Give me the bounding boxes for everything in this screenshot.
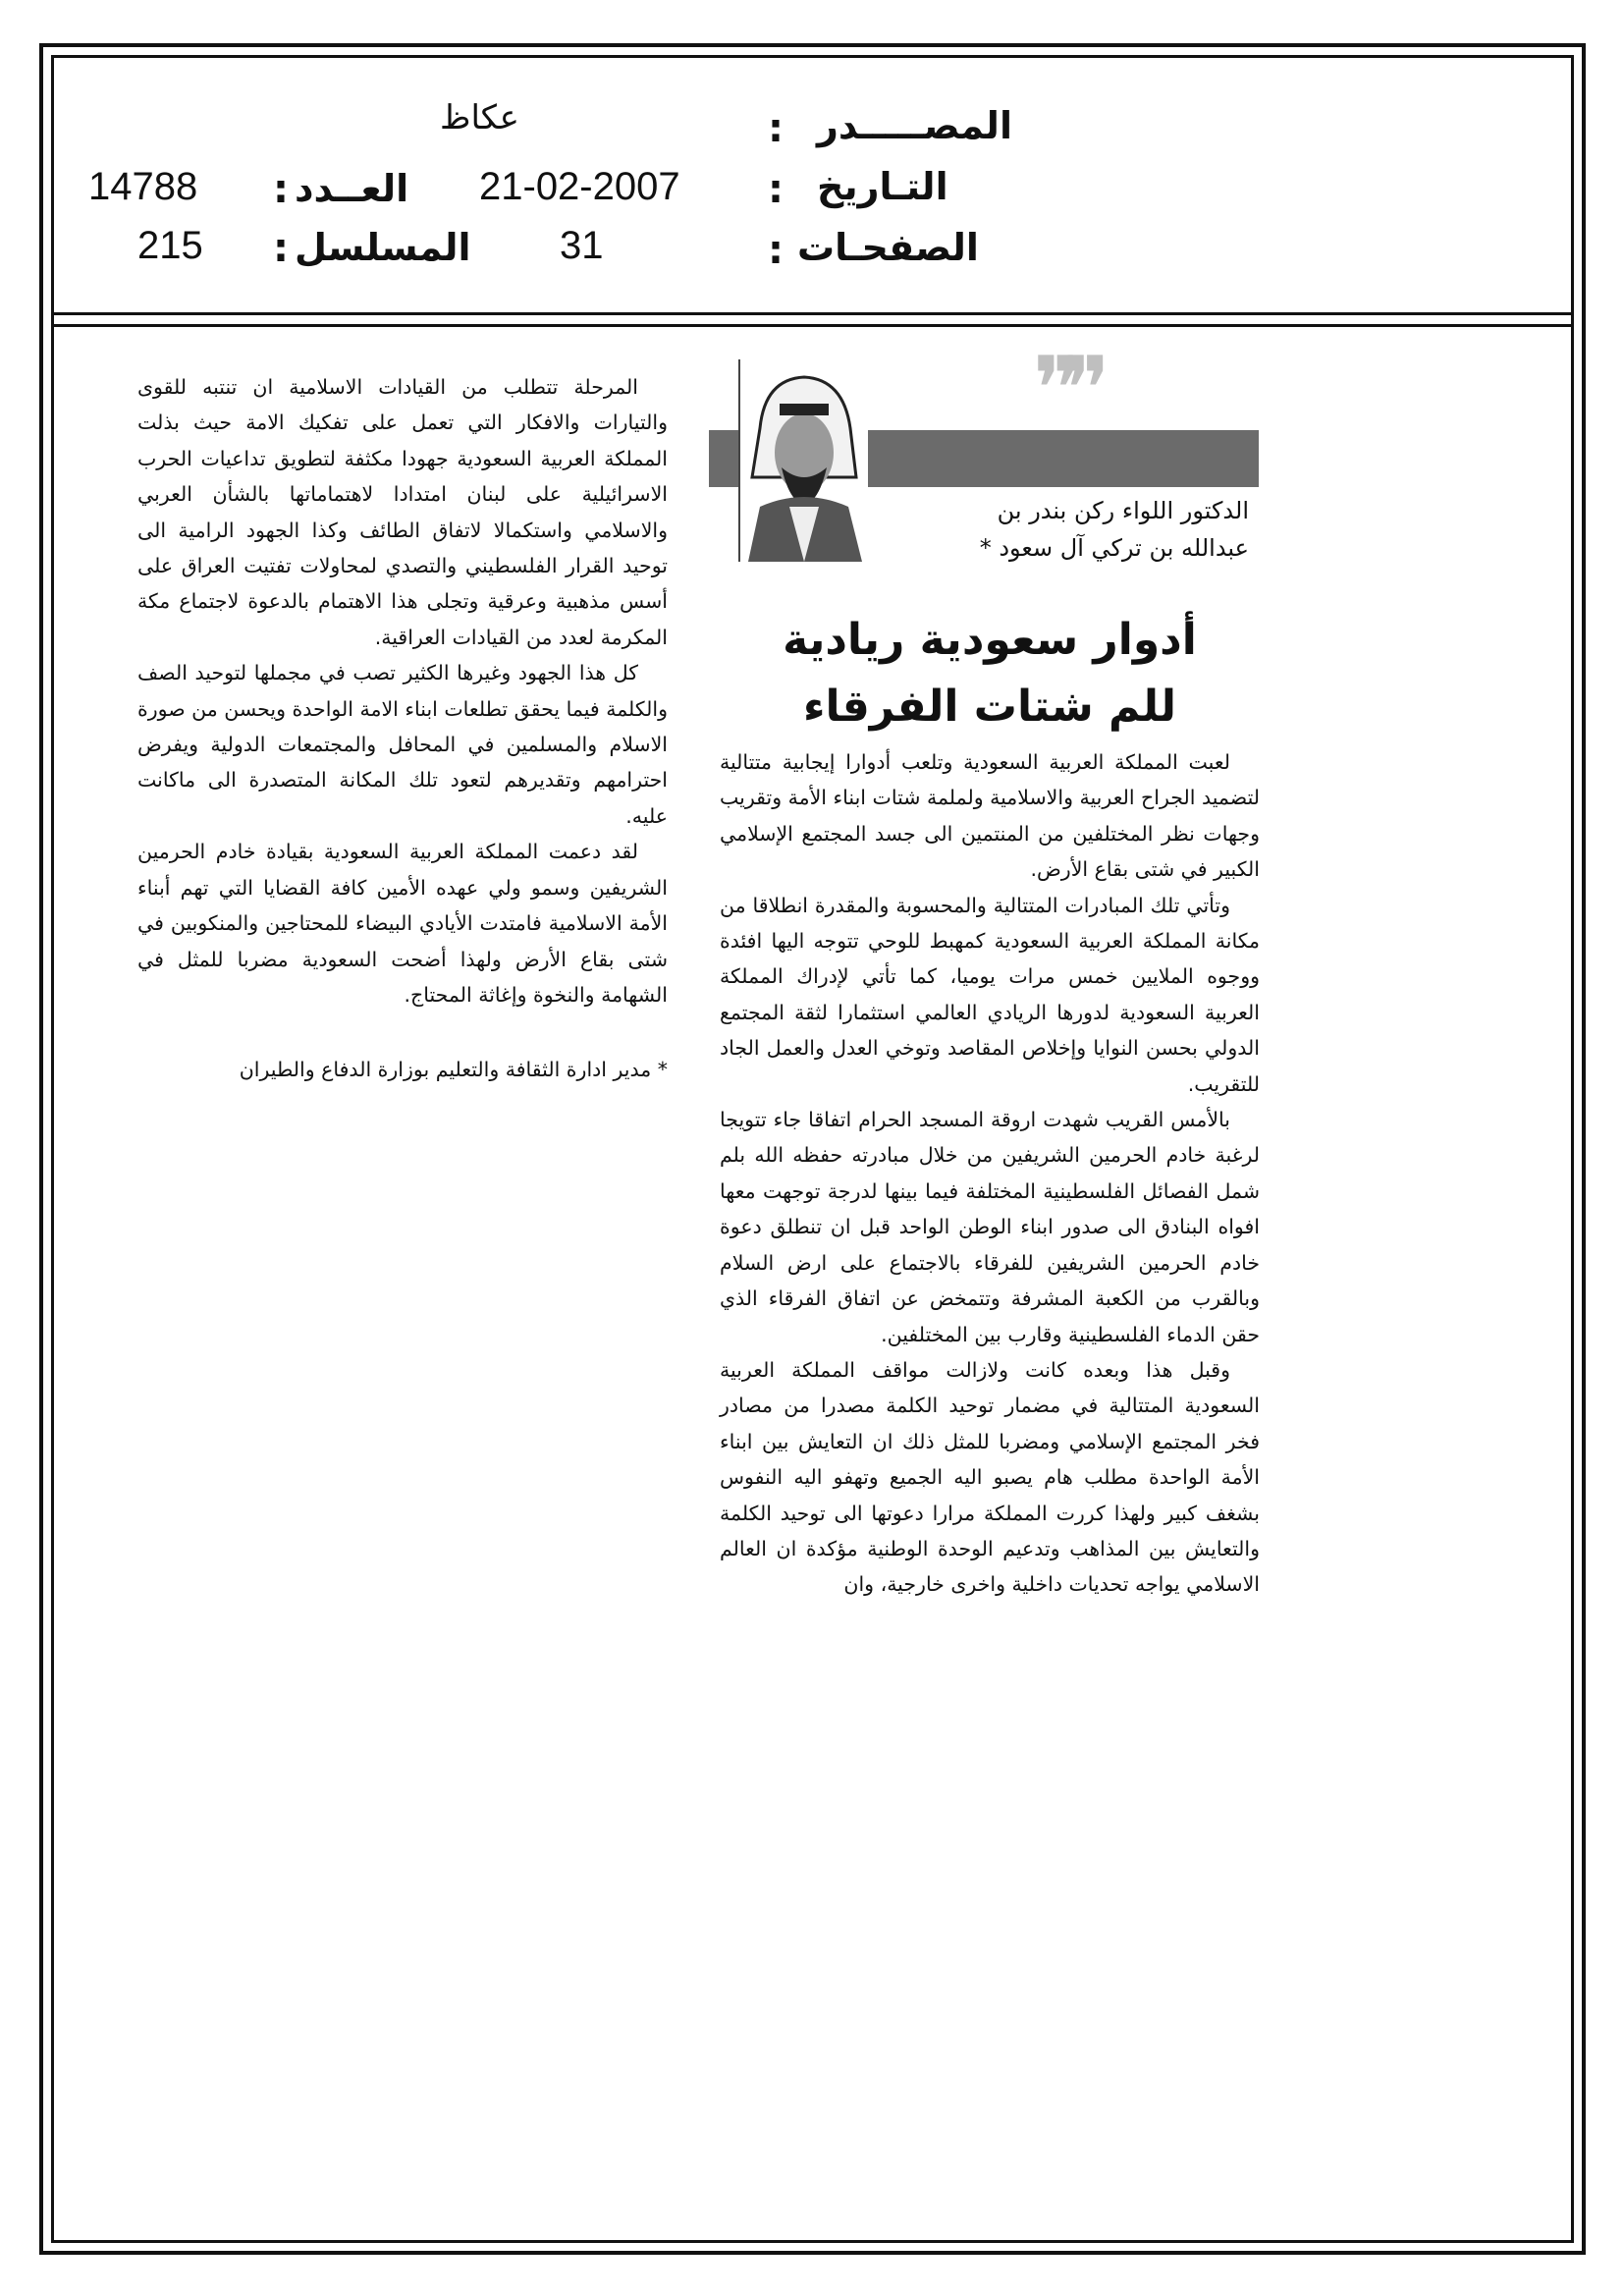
source-colon: : bbox=[768, 106, 784, 151]
date-value: 21-02-2007 bbox=[479, 165, 680, 208]
issue-value: 14788 bbox=[88, 165, 198, 208]
paragraph: وقبل هذا وبعده كانت ولازالت مواقف المملكة العربية السعودية المتتالية في مضمار توحيد الكلمة مصدرا من مصادر فخر المجتمع الإسلامي ومضربا للمثل ذلك ان التعايش بين ابناء الأمة الواحدة مطلب هام يصبو اليه الجميع وتهفو اليه النفوس بشغف كبير ولهذا كررت المملكة مرارا دعوتها الى توحيد الكلمة والتعايش بين المذاهب وتدعيم الوحدة الوطنية مؤكدة ان العالم الاسلامي يواجه تحديات داخلية واخرى خارجية، وان bbox=[720, 1357, 1260, 1597]
paragraph: كل هذا الجهود وغيرها الكثير تصب في مجملها لتوحيد الصف والكلمة فيما يحقق تطلعات ابناء الامة الواحدة ويحسن من صورة الاسلام والمسلمين في المحافل والمجتمعات الدولية ويفرض احترامهم وتقديرهم لتعود تلك المكانة المتصدرة الى ماكانت عليه. bbox=[137, 661, 668, 828]
issue-colon: : bbox=[273, 167, 289, 212]
paragraph: وتأتي تلك المبادرات المتتالية والمحسوبة والمقدرة انطلاقا من مكانة المملكة العربية السعودية كمهبط للوحي تتوجه اليها افئدة ووجوه الملايين خمس مرات يوميا، كما تأتي لإدراك المملكة العربية السعودية لدورها الريادي العالمي استثمارا لثقة المجتمع الدولي بحسن النوايا وإخلاص المقاصد وتوخي العدل والعمل الجاد للتقريب. bbox=[720, 893, 1260, 1096]
headline: أدوار سعودية ريادية bbox=[783, 615, 1197, 665]
article-column-left bbox=[137, 369, 668, 1088]
header-divider bbox=[51, 324, 1574, 327]
paragraph: بالأمس القريب شهدت اروقة المسجد الحرام اتفاقا جاء تتويجا لرغبة خادم الحرمين الشريفين من خلال مبادرته حفظه الله بلم شمل الفصائل الفلسطينية المختلفة فيما بينها لدرجة توجهت معها افواه البنادق الى صدور ابناء الوطن الواحد قبل ان تنطلق دعوة خادم الحرمين الشريفين للفرقاء بالاجتماع على ارض السلام وبالقرب من الكعبة المشرفة وتتمخض عن اتفاق الفرقاء الذي حقن الدماء الفلسطينية وقارب بين المختلفين. bbox=[720, 1108, 1260, 1346]
author-name-line: عبدالله بن تركي آل سعود * bbox=[979, 534, 1249, 562]
article-column-right bbox=[720, 744, 1260, 1603]
source-value: عكاظ bbox=[440, 99, 519, 137]
date-colon: : bbox=[768, 167, 784, 212]
paragraph: المرحلة تتطلب من القيادات الاسلامية ان تنتبه للقوى والتيارات والافكار التي تعمل على تفكيك الامة حيث بذلت المملكة العربية السعودية جهودا مكثفة لتطويق تداعيات الحرب الاسرائيلية على لبنان امتدادا لاهتماماتها بالشأن العربي والاسلامي واستكمالا لاتفاق الطائف وكذا الجهود الرامية الى توحيد القرار الفلسطيني والتصدي لمحاولات تفتيت العراق على أسس مذهبية وعرقية وتجلى هذا الاهتمام بالدعوة لاجتماع مكة المكرمة لعدد من القيادات العراقية. bbox=[137, 375, 668, 649]
header-divider bbox=[51, 312, 1574, 315]
author-photo bbox=[738, 359, 868, 562]
issue-label: العــدد bbox=[295, 167, 409, 210]
source-label: المصـــــدر bbox=[817, 104, 1012, 147]
serial-label: المسلسل bbox=[295, 226, 471, 269]
quote-mark-icon: ❞❞ bbox=[1033, 338, 1093, 441]
paragraph: لعبت المملكة العربية السعودية وتلعب أدوارا إيجابية متتالية لتضميد الجراح العربية والاسلامية ولملمة شتات ابناء الأمة وتقريب وجهات نظر المختلفين من المنتمين الى جسد المجتمع الإسلامي الكبير في شتى بقاع الأرض. bbox=[720, 750, 1260, 882]
author-name-line: الدكتور اللواء ركن بندر بن bbox=[997, 497, 1249, 524]
paragraph: لقد دعمت المملكة العربية السعودية بقيادة خادم الحرمين الشريفين وسمو ولي عهده الأمين كافة القضايا التي تهم أبناء الأمة الاسلامية فامتدت الأيادي البيضاء للمحتاجين والمنكوبين في شتى بقاع الأرض ولهذا أضحت السعودية مضربا للمثل في الشهامة والنخوة وإغاثة المحتاج. bbox=[137, 840, 668, 1007]
date-label: التـاريخ bbox=[817, 165, 948, 208]
headline: للم شتات الفرقاء bbox=[802, 682, 1177, 732]
byline-box bbox=[709, 338, 1259, 563]
serial-value: 215 bbox=[137, 224, 203, 267]
pages-colon: : bbox=[768, 228, 784, 273]
pages-label: الصفحـات bbox=[797, 226, 979, 269]
pages-value: 31 bbox=[560, 224, 604, 267]
serial-colon: : bbox=[273, 226, 289, 271]
author-footnote: * مدير ادارة الثقافة والتعليم بوزارة الدفاع والطيران bbox=[239, 1058, 668, 1082]
